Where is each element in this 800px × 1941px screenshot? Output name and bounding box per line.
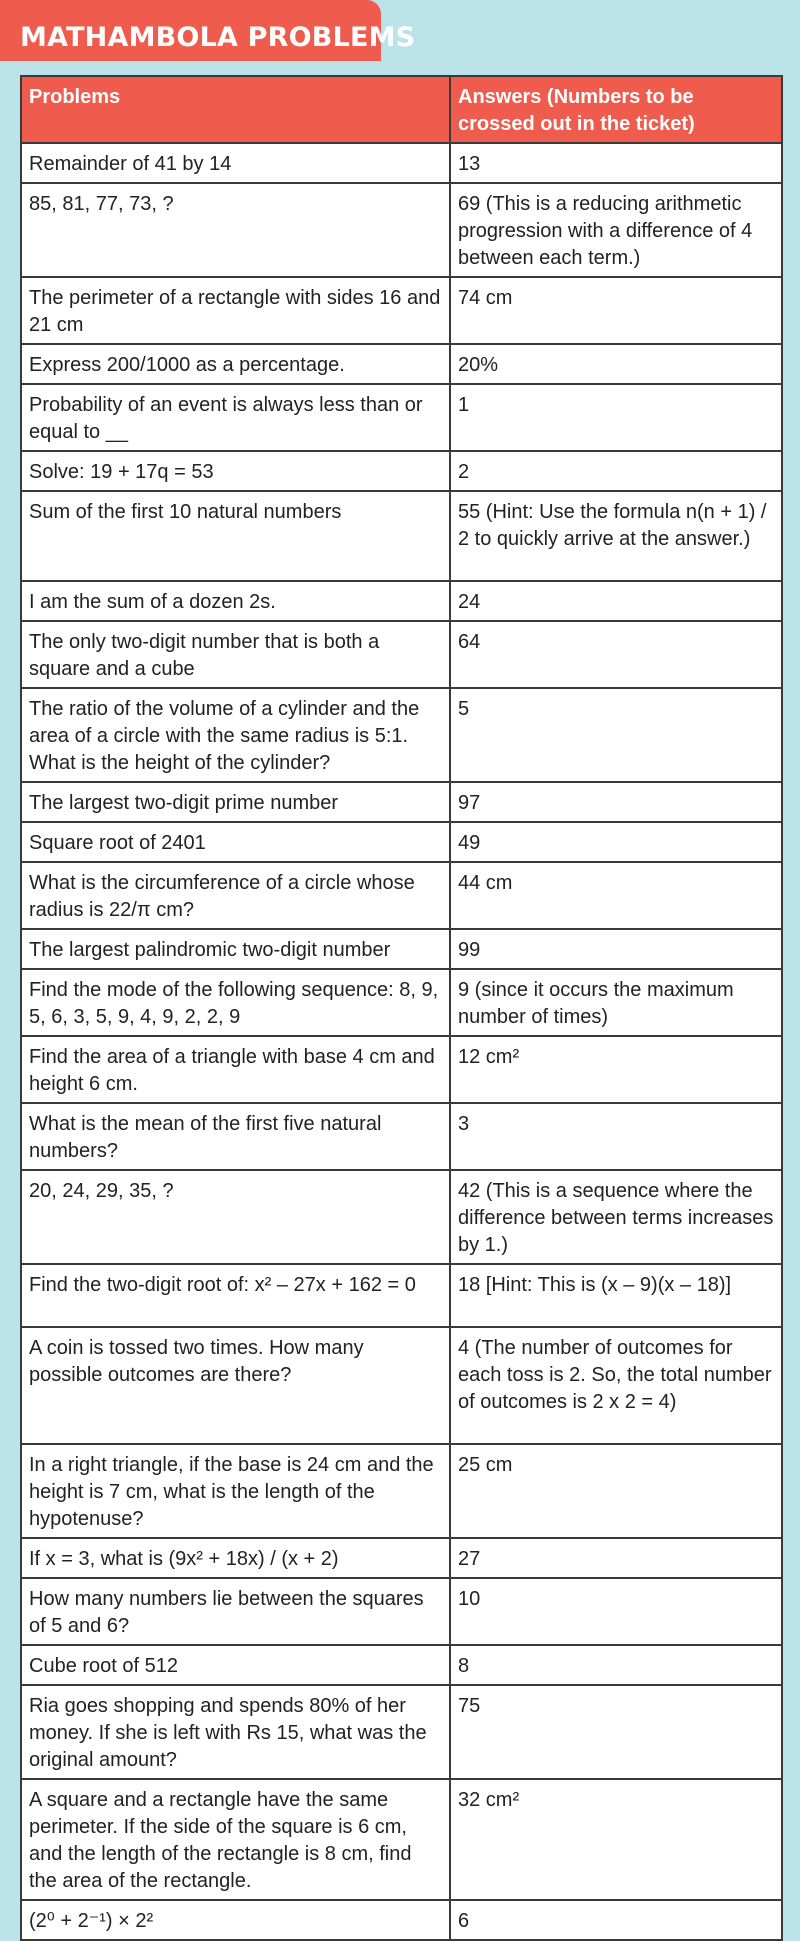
table-row [21,1538,782,1578]
table-row [21,1900,782,1940]
problem-cell: The perimeter of a rectangle with sides 16 and 21 cm [21,277,450,344]
problems-column-header: Problems [21,76,450,143]
table-row [21,822,782,862]
problem-cell: What is the mean of the first five natural numbers? [21,1103,450,1170]
problem-cell: If x = 3, what is (9x² + 18x) / (x + 2) [21,1538,450,1578]
answer-cell: 10 [450,1578,782,1645]
table-row [21,1103,782,1170]
problem-cell: Find the mode of the following sequence: 8, 9, 5, 6, 3, 5, 9, 4, 9, 2, 2, 9 [21,969,450,1036]
problem-cell: Square root of 2401 [21,822,450,862]
table-row [21,1036,782,1103]
problem-cell: Find the area of a triangle with base 4 cm and height 6 cm. [21,1036,450,1103]
table-row [21,1327,782,1444]
problem-cell: A square and a rectangle have the same perimeter. If the side of the square is 6 cm, and the length of the rectangle is 8 cm, find the area of the rectangle. [21,1779,450,1900]
answer-cell: 25 cm [450,1444,782,1538]
problem-cell: A coin is tossed two times. How many possible outcomes are there? [21,1327,450,1444]
problem-cell: The largest palindromic two-digit number [21,929,450,969]
answer-cell: 9 (since it occurs the maximum number of times) [450,969,782,1036]
answer-cell: 32 cm² [450,1779,782,1900]
answer-cell: 5 [450,688,782,782]
answer-cell: 13 [450,143,782,183]
table-row [21,621,782,688]
problem-cell: Solve: 19 + 17q = 53 [21,451,450,491]
table-row [21,862,782,929]
table-row [21,782,782,822]
answer-cell: 3 [450,1103,782,1170]
table-row [21,277,782,344]
answer-cell: 8 [450,1645,782,1685]
answer-cell: 74 cm [450,277,782,344]
table-row [21,688,782,782]
answer-cell: 20% [450,344,782,384]
table-row [21,1645,782,1685]
page-title: MATHAMBOLA PROBLEMS [0,0,381,61]
table-row [21,581,782,621]
answer-cell: 12 cm² [450,1036,782,1103]
table-row [21,1578,782,1645]
answer-cell: 69 (This is a reducing arithmetic progression with a difference of 4 between each term.) [450,183,782,277]
problem-cell: I am the sum of a dozen 2s. [21,581,450,621]
table-row [21,929,782,969]
table-row [21,1685,782,1779]
table-row [21,1264,782,1327]
problem-cell: Remainder of 41 by 14 [21,143,450,183]
answer-cell: 44 cm [450,862,782,929]
problems-table [20,75,783,1941]
answer-cell: 27 [450,1538,782,1578]
answer-cell: 97 [450,782,782,822]
answer-cell: 49 [450,822,782,862]
answer-cell: 99 [450,929,782,969]
answer-cell: 75 [450,1685,782,1779]
answer-cell: 55 (Hint: Use the formula n(n + 1) / 2 to quickly arrive at the answer.) [450,491,782,581]
table-row [21,1170,782,1264]
answer-cell: 18 [Hint: This is (x – 9)(x – 18)] [450,1264,782,1327]
answer-cell: 6 [450,1900,782,1940]
answer-cell: 64 [450,621,782,688]
problem-cell: What is the circumference of a circle whose radius is 22/π cm? [21,862,450,929]
table-row [21,451,782,491]
table-row [21,344,782,384]
problem-cell: The ratio of the volume of a cylinder and the area of a circle with the same radius is 5:1. What is the height of the cylinder? [21,688,450,782]
problem-cell: Express 200/1000 as a percentage. [21,344,450,384]
problem-cell: How many numbers lie between the squares of 5 and 6? [21,1578,450,1645]
table-row [21,969,782,1036]
answer-cell: 1 [450,384,782,451]
answer-cell: 4 (The number of outcomes for each toss is 2. So, the total number of outcomes is 2 x 2 = 4) [450,1327,782,1444]
problem-cell: In a right triangle, if the base is 24 cm and the height is 7 cm, what is the length of the hypotenuse? [21,1444,450,1538]
answers-column-header: Answers (Numbers to be crossed out in the ticket) [450,76,782,143]
problem-cell: Probability of an event is always less than or equal to __ [21,384,450,451]
problem-cell: The largest two-digit prime number [21,782,450,822]
table-row [21,183,782,277]
problem-cell: Sum of the first 10 natural numbers [21,491,450,581]
problem-cell: 85, 81, 77, 73, ? [21,183,450,277]
table-row [21,1779,782,1900]
answer-cell: 2 [450,451,782,491]
problem-cell: Cube root of 512 [21,1645,450,1685]
table-row [21,491,782,581]
problem-cell: (2⁰ + 2⁻¹) × 2² [21,1900,450,1940]
table-row [21,384,782,451]
problem-cell: Find the two-digit root of: x² – 27x + 162 = 0 [21,1264,450,1327]
table-row [21,143,782,183]
problem-cell: 20, 24, 29, 35, ? [21,1170,450,1264]
answer-cell: 42 (This is a sequence where the difference between terms increases by 1.) [450,1170,782,1264]
problem-cell: Ria goes shopping and spends 80% of her money. If she is left with Rs 15, what was the original amount? [21,1685,450,1779]
answer-cell: 24 [450,581,782,621]
problem-cell: The only two-digit number that is both a square and a cube [21,621,450,688]
table-row [21,1444,782,1538]
table-header-row [21,76,782,143]
